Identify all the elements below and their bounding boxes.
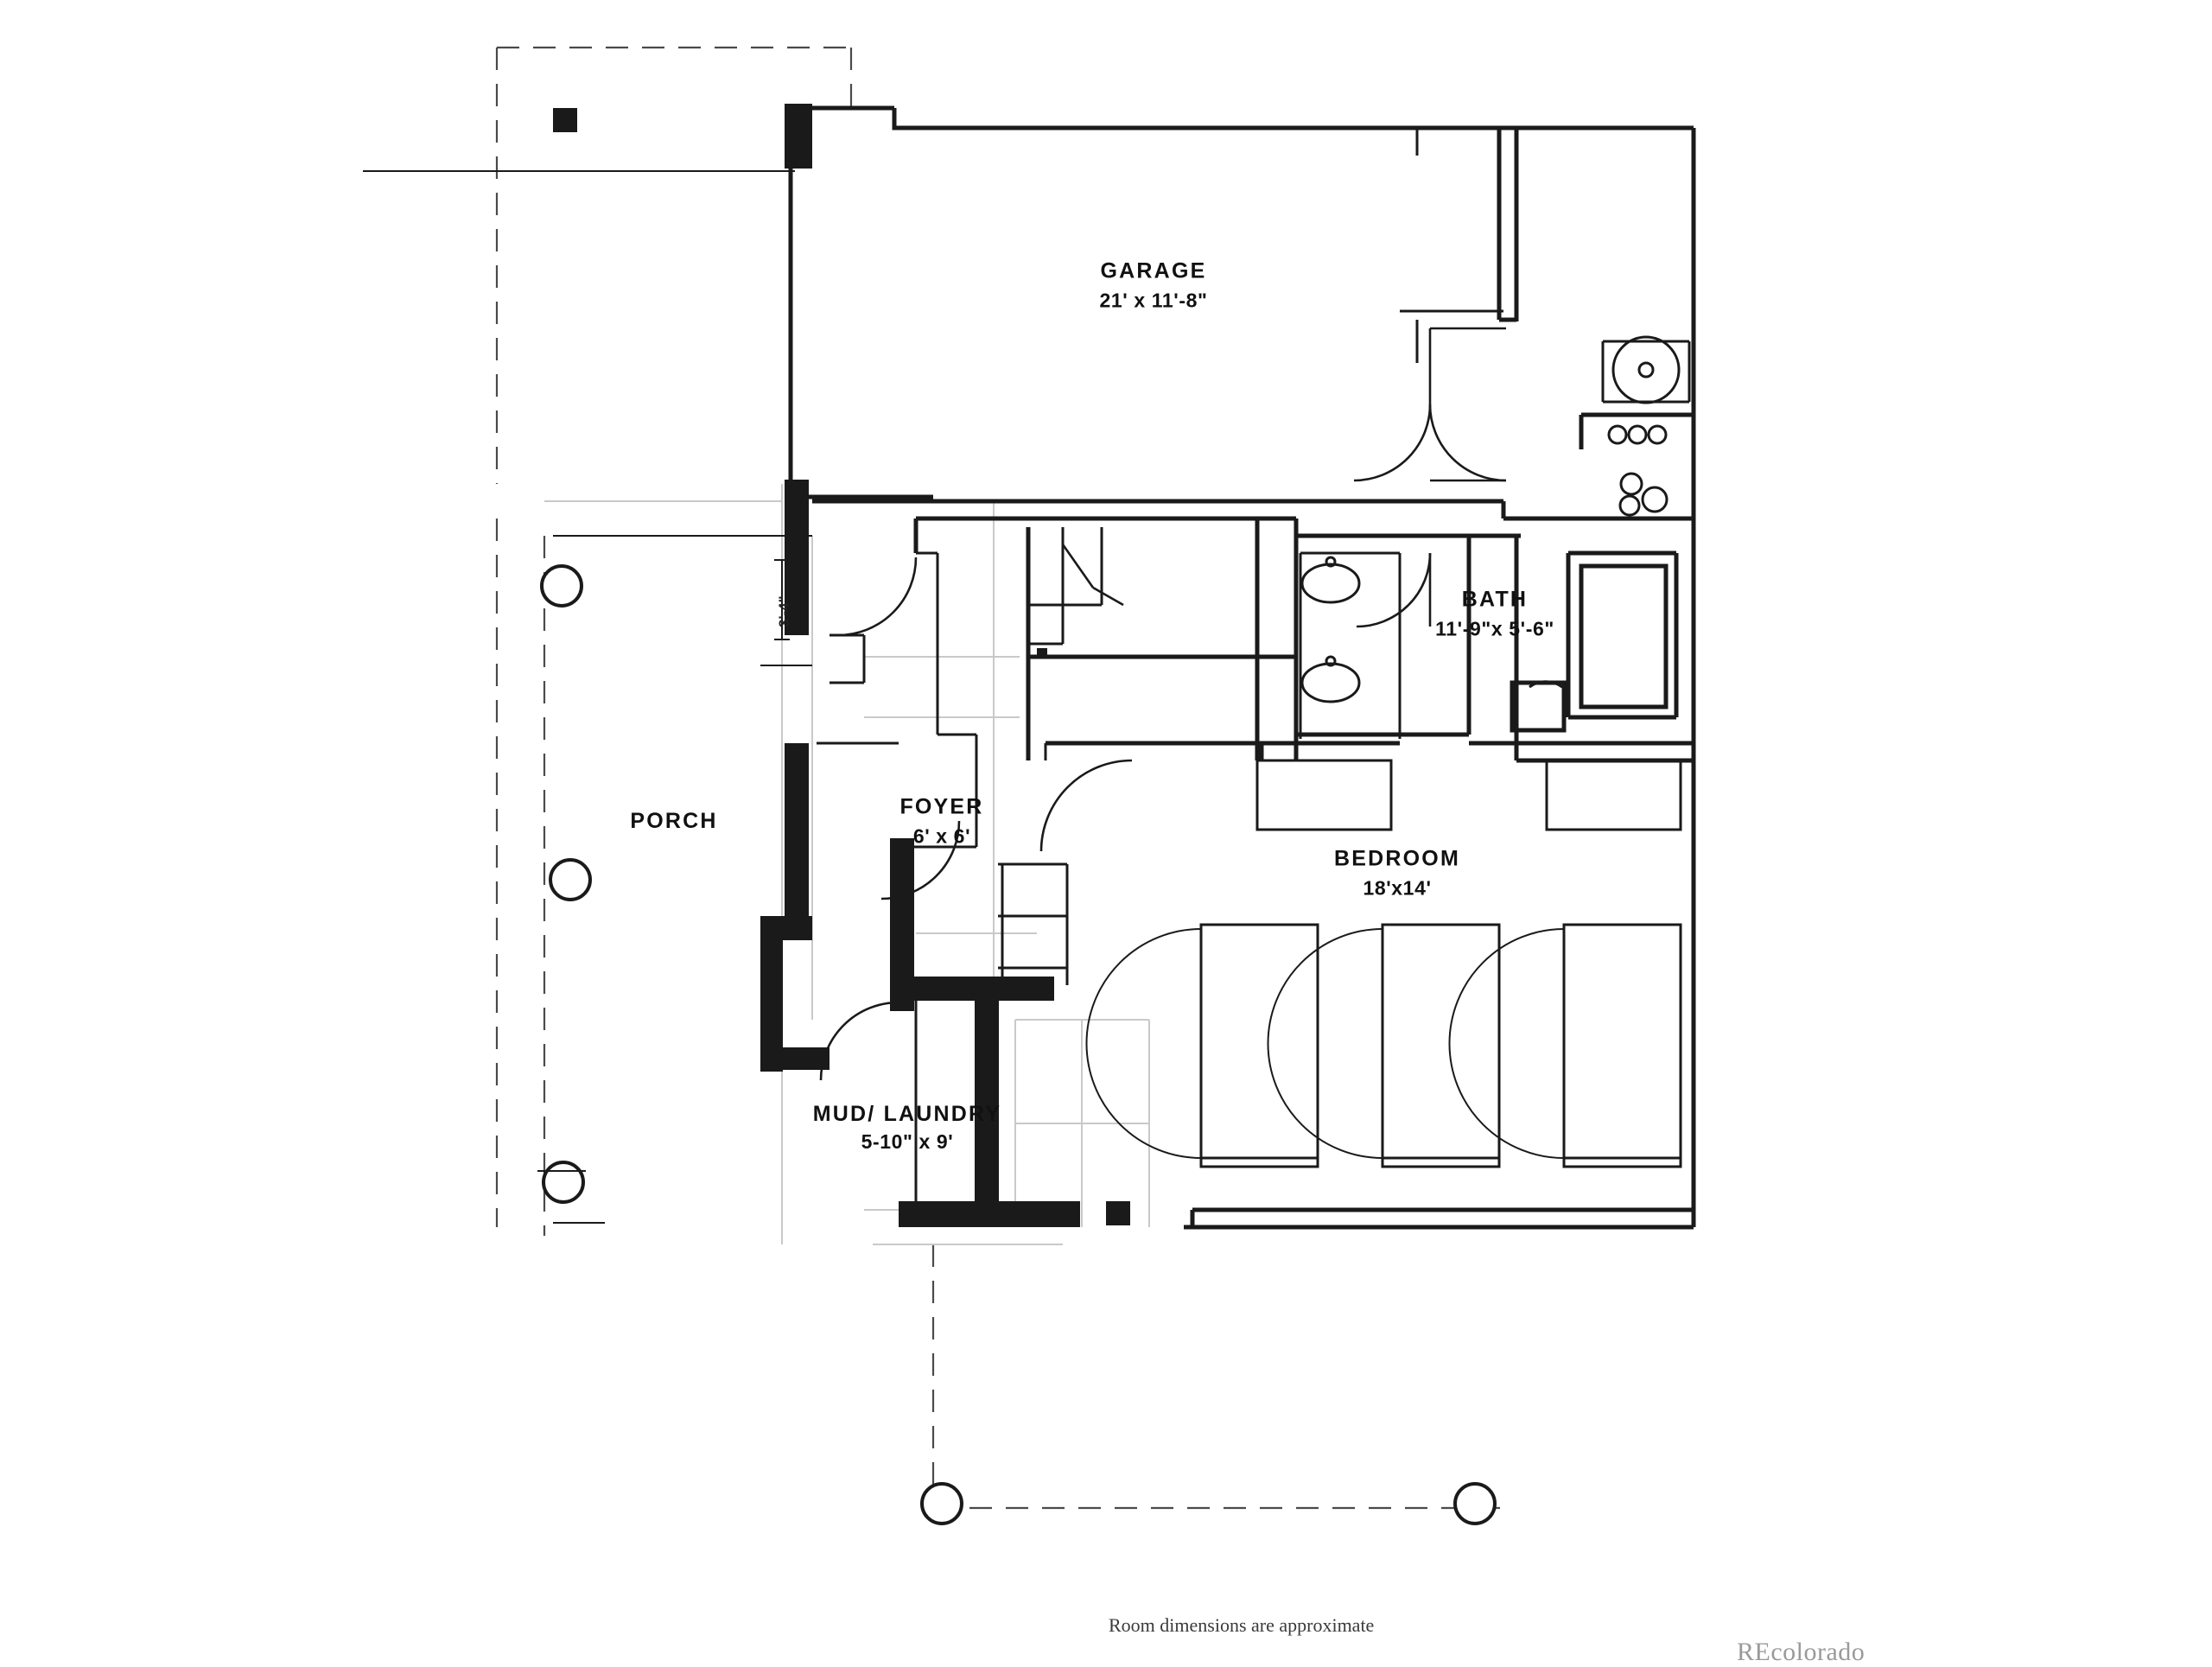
recolorado-watermark: REcolorado bbox=[1737, 1638, 1866, 1666]
room-label-garage bbox=[1100, 257, 1208, 313]
room-dimensions-bedroom: 18'x14' bbox=[1363, 876, 1432, 900]
disclaimer-text: Room dimensions are approximate bbox=[1109, 1614, 1375, 1636]
reference-lines bbox=[363, 171, 812, 1223]
structure-outline bbox=[791, 108, 1694, 1227]
room-name-foyer: FOYER bbox=[899, 794, 984, 819]
room-name-bedroom: BEDROOM bbox=[1334, 846, 1460, 871]
room-label-mud-laundry bbox=[813, 1101, 1002, 1155]
door-swings bbox=[821, 328, 1506, 1080]
room-label-foyer bbox=[899, 792, 983, 849]
porch-columns bbox=[542, 566, 1495, 1524]
room-dimensions-mud-laundry: 5-10" x 9' bbox=[861, 1130, 954, 1154]
room-label-bedroom bbox=[1334, 844, 1460, 900]
room-dimensions-garage: 21' x 11'-8" bbox=[1099, 289, 1208, 312]
room-name-bath: BATH bbox=[1461, 587, 1529, 612]
porch-width-dimension: 3'-4" bbox=[776, 595, 792, 627]
bathroom-fixtures bbox=[1300, 553, 1562, 739]
room-name-garage: GARAGE bbox=[1100, 258, 1207, 283]
room-label-porch bbox=[630, 807, 717, 835]
dashed-construction-lines bbox=[497, 48, 1503, 1508]
room-name-porch: PORCH bbox=[630, 809, 718, 833]
room-label-bath bbox=[1435, 585, 1554, 641]
bedroom-furniture bbox=[1087, 760, 1681, 1167]
room-name-mud-laundry: MUD/ LAUNDRY bbox=[812, 1102, 1002, 1127]
room-dimensions-foyer: 6' x 6' bbox=[912, 824, 971, 848]
exterior-walls bbox=[760, 104, 1130, 1227]
laundry-appliances bbox=[1603, 337, 1689, 515]
room-dimensions-bath: 11'-9"x 5'-6" bbox=[1435, 617, 1554, 640]
